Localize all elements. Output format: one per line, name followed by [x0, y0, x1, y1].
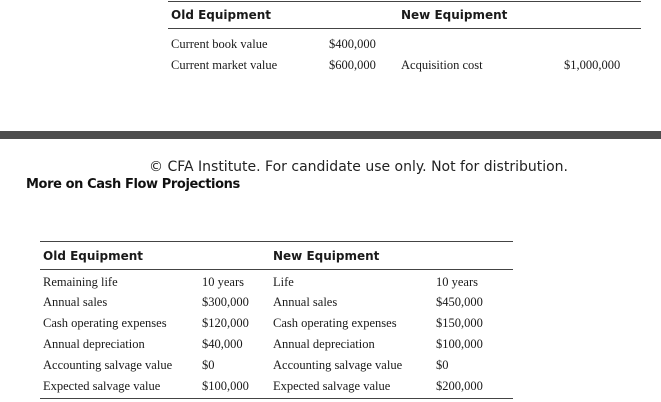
- bottom-table-old-value: $100,000: [202, 379, 249, 393]
- page-divider-band: [0, 131, 661, 139]
- top-table-header-rule: [168, 28, 641, 29]
- top-table-row-new-value: $1,000,000: [564, 58, 621, 72]
- copyright-watermark: © CFA Institute. For candidate use only. Not for distribution.: [149, 159, 568, 175]
- bottom-table-old-value: $40,000: [202, 337, 243, 351]
- section-title: More on Cash Flow Projections: [26, 177, 240, 192]
- bottom-table-new-label: Annual depreciation: [273, 337, 375, 351]
- top-table-header-new: New Equipment: [401, 8, 508, 22]
- bottom-table-top-rule: [40, 241, 513, 242]
- bottom-table-old-label: Expected salvage value: [43, 379, 161, 393]
- bottom-table-header-rule: [40, 269, 513, 270]
- bottom-table-new-value: $100,000: [436, 337, 483, 351]
- bottom-table-new-value: $0: [436, 358, 449, 372]
- bottom-table-bottom-rule: [40, 398, 513, 399]
- bottom-table-new-label: Cash operating expenses: [273, 316, 397, 330]
- bottom-table-new-label: Accounting salvage value: [273, 358, 403, 372]
- bottom-table-new-label: Expected salvage value: [273, 379, 391, 393]
- bottom-table-new-value: $450,000: [436, 295, 483, 309]
- bottom-table-old-value: $120,000: [202, 316, 249, 330]
- bottom-table-old-label: Accounting salvage value: [43, 358, 173, 372]
- top-table-row-value: $600,000: [329, 58, 376, 72]
- top-table-row-label: Current market value: [171, 58, 278, 72]
- bottom-table-header-new: New Equipment: [273, 249, 380, 263]
- top-table-row-value: $400,000: [329, 37, 376, 51]
- bottom-table-header-old: Old Equipment: [43, 249, 144, 263]
- bottom-table-new-label: Annual sales: [273, 295, 338, 309]
- bottom-table-old-value: 10 years: [202, 275, 244, 289]
- top-table-row-new-label: Acquisition cost: [401, 58, 483, 72]
- bottom-table-old-label: Cash operating expenses: [43, 316, 167, 330]
- top-table-row-label: Current book value: [171, 37, 268, 51]
- bottom-table-new-label: Life: [273, 275, 294, 289]
- top-table-top-rule: [168, 1, 641, 2]
- bottom-table-new-value: $150,000: [436, 316, 483, 330]
- bottom-table-old-label: Annual depreciation: [43, 337, 145, 351]
- bottom-table-old-label: Annual sales: [43, 295, 108, 309]
- bottom-table-old-value: $300,000: [202, 295, 249, 309]
- bottom-table-old-value: $0: [202, 358, 215, 372]
- bottom-table-new-value: $200,000: [436, 379, 483, 393]
- top-table-header-old: Old Equipment: [171, 8, 272, 22]
- bottom-table-old-label: Remaining life: [43, 275, 118, 289]
- bottom-table-new-value: 10 years: [436, 275, 478, 289]
